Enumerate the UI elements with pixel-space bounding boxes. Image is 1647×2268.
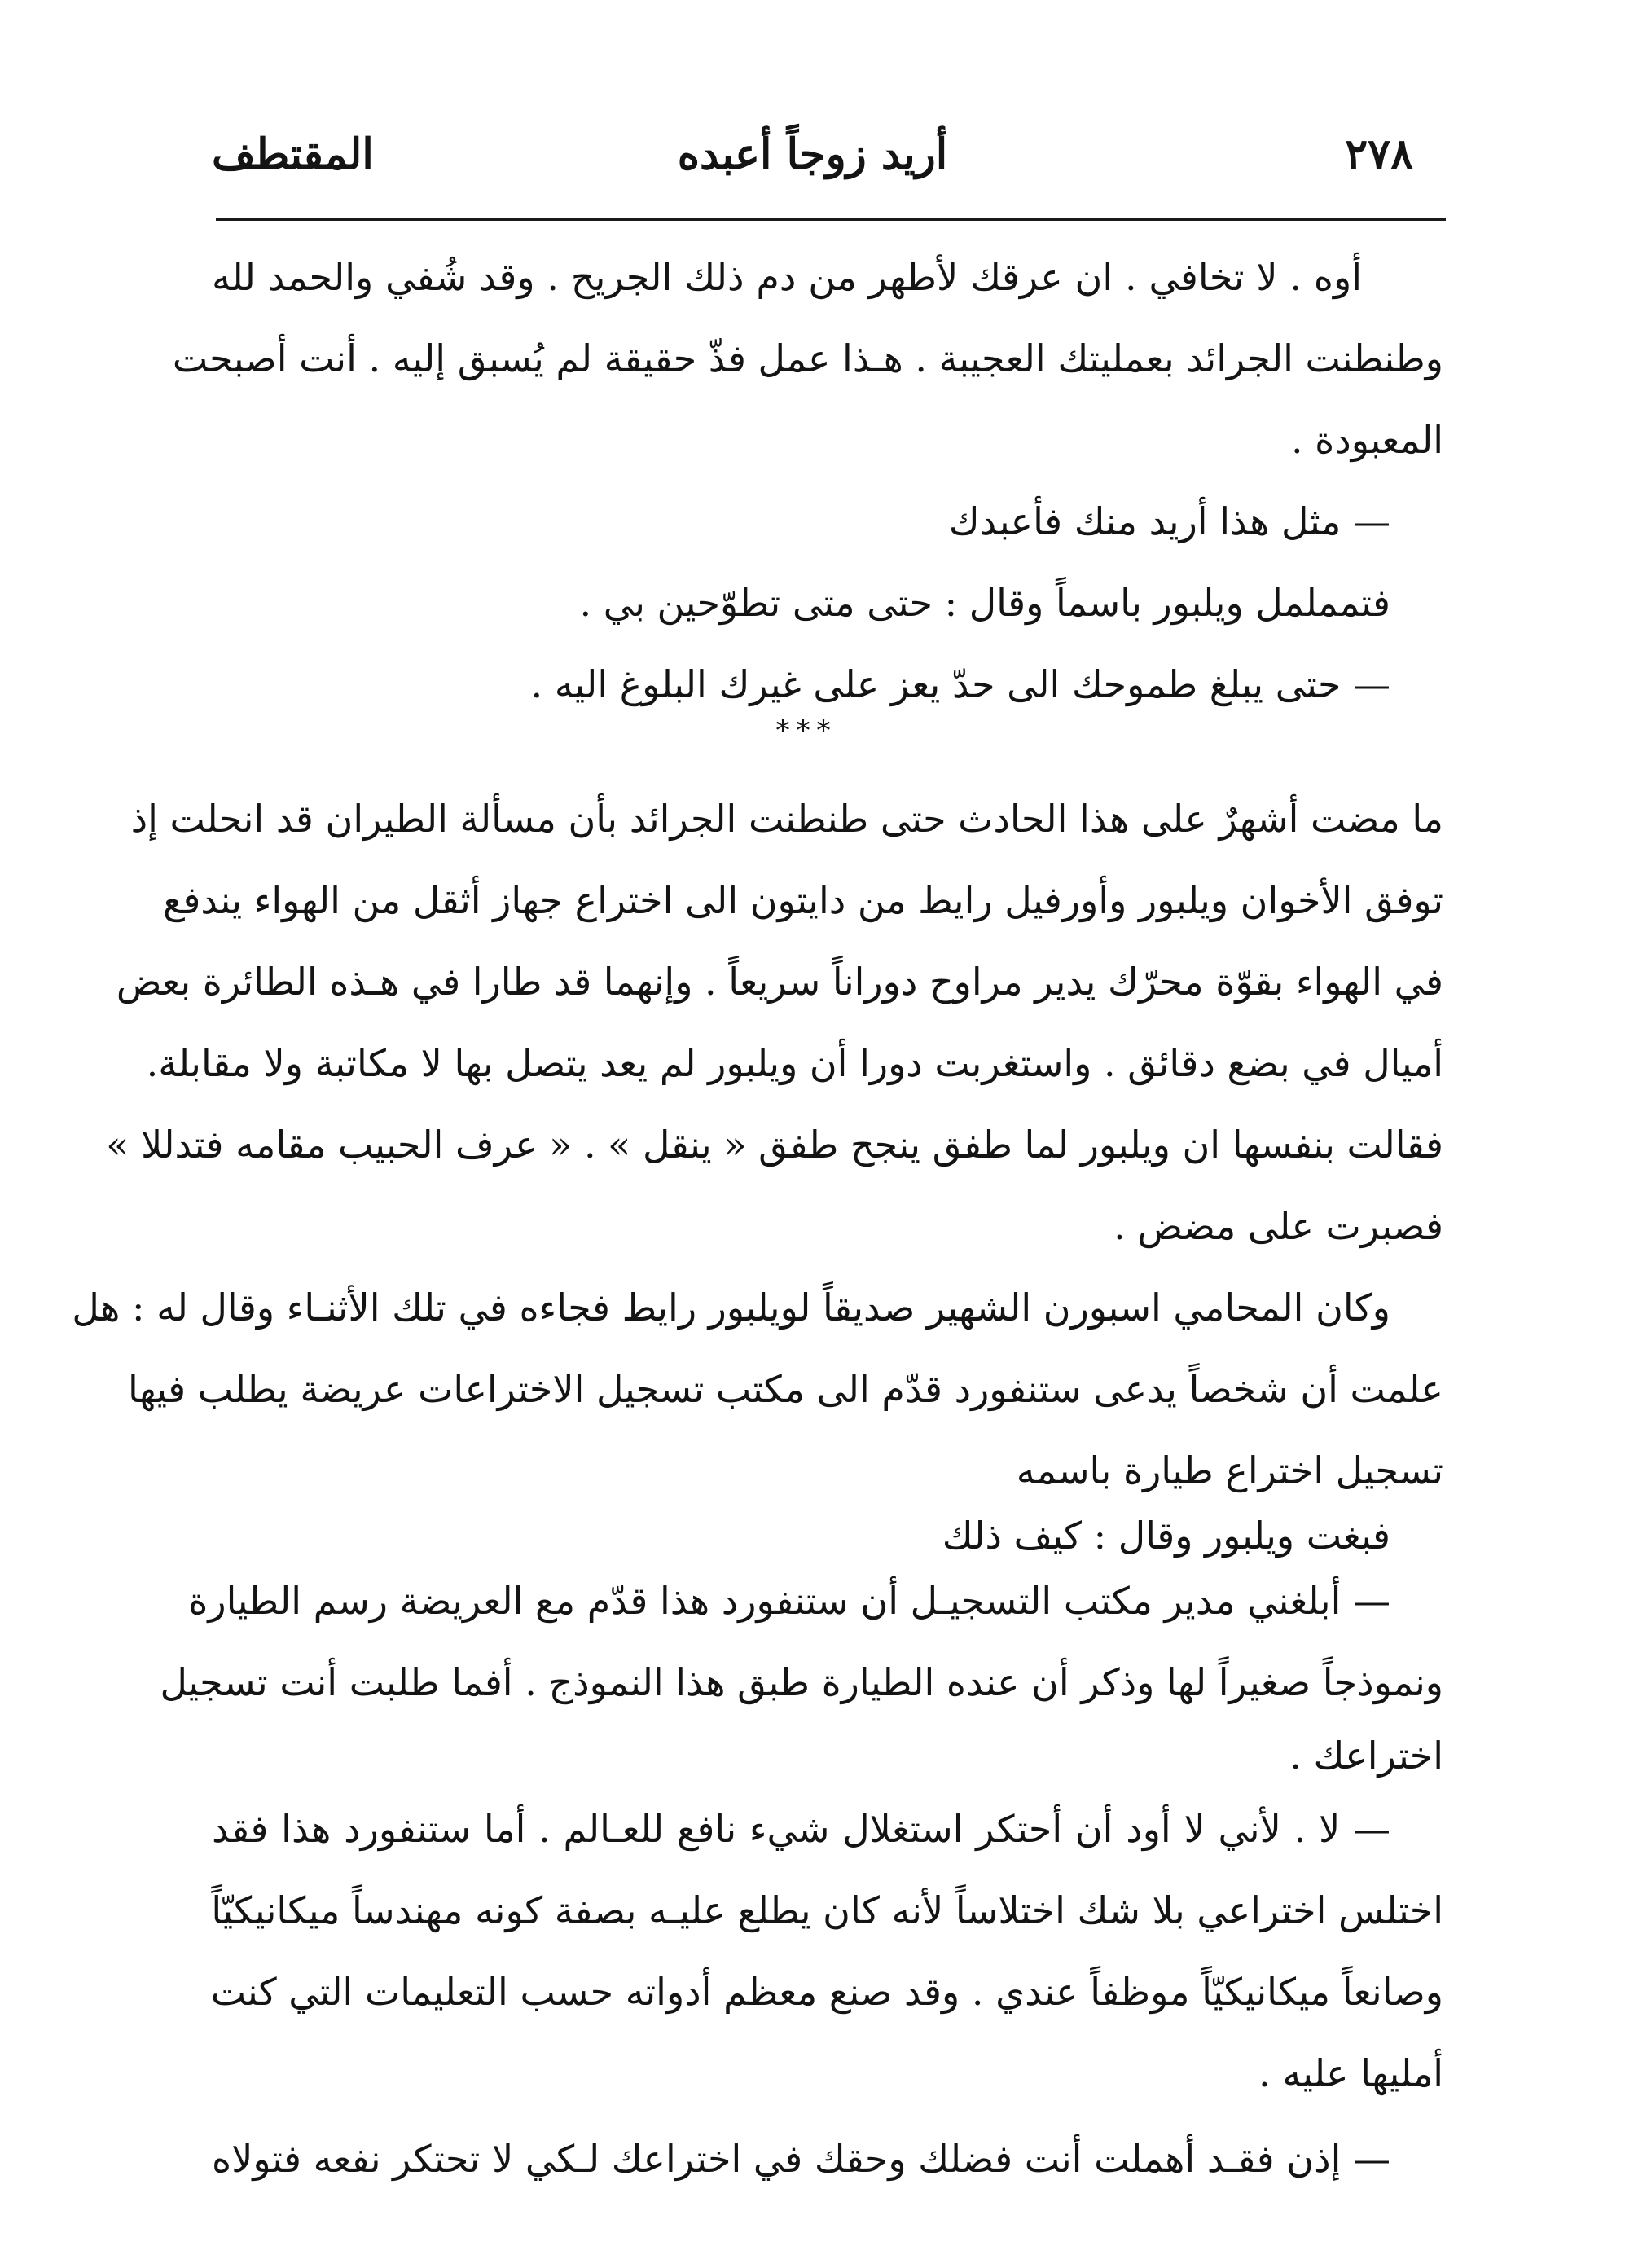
text-line: تسجيل اختراع طيارة باسمه	[1016, 1448, 1443, 1492]
text-line: فصبرت على مضض .	[1113, 1204, 1443, 1248]
running-header	[212, 114, 1413, 196]
running-title: أريد زوجاً أعبده	[677, 130, 948, 179]
text-line: ونموذجاً صغيراً لها وذكر أن عنده الطيارة طبق هذا النموذج . أفما طلبت أنت تسجيل	[160, 1660, 1443, 1704]
text-line: المعبودة .	[1290, 418, 1443, 462]
text-line: أمليها عليه .	[1258, 2051, 1443, 2095]
page-number: ٢٧٨	[1345, 130, 1413, 179]
text-line: فتمململ ويلبور باسماً وقال : حتى متى تطوّحين بي .	[579, 581, 1390, 625]
text-line: ما مضت أشهرٌ على هذا الحادث حتى طنطنت الجرائد بأن مسألة الطيران قد انحلت إذ	[130, 797, 1443, 841]
text-line: توفق الأخوان ويلبور وأورفيل رايط من دايتون الى اختراع جهاز أثقل من الهواء يندفع	[162, 878, 1443, 922]
journal-name: المقتطف	[212, 130, 374, 179]
text-line: وصانعاً ميكانيكيّاً موظفاً عندي . وقد صنع معظم أدواته حسب التعليمات التي كنت	[210, 1970, 1443, 2014]
text-line: أميال في بضع دقائق . واستغربت دورا أن ويلبور لم يعد يتصل بها لا مكاتبة ولا مقابلة.	[146, 1041, 1443, 1085]
text-line: — لا . لأني لا أود أن أحتكر استغلال شيء نافع للعـالم . أما ستنفورد هذا فقد	[212, 1807, 1390, 1851]
text-line: — أبلغني مدير مكتب التسجيـل أن ستنفورد هذا قدّم مع العريضة رسم الطيارة	[188, 1579, 1390, 1623]
text-line: اختراعك .	[1289, 1734, 1443, 1778]
text-line: — إذن فقـد أهملت أنت فضلك وحقك في اختراعك لـكي لا تحتكر نفعه فتولاه	[212, 2137, 1390, 2181]
header-rule	[216, 218, 1446, 221]
text-line: فبغت ويلبور وقال : كيف ذلك	[942, 1514, 1390, 1558]
text-line: — حتى يبلغ طموحك الى حدّ يعز على غيرك البلوغ اليه .	[530, 662, 1390, 706]
text-line: — مثل هذا أريد منك فأعبدك	[948, 499, 1390, 543]
text-line: وطنطنت الجرائد بعمليتك العجيبة . هـذا عمل فذّ حقيقة لم يُسبق إليه . أنت أصبحت	[172, 336, 1443, 380]
text-line: أوه . لا تخافي . ان عرقك لأطهر من دم ذلك الجريح . وقد شُفي والحمد لله	[212, 255, 1362, 299]
text-line: وكان المحامي اسبورن الشهير صديقاً لويلبور رايط فجاءه في تلك الأثنـاء وقال له : هل	[72, 1286, 1390, 1330]
text-line: اختلس اختراعي بلا شك اختلاساً لأنه كان يطلع عليـه بصفة كونه مهندساً ميكانيكيّاً	[211, 1888, 1443, 1932]
text-line: فقالت بنفسها ان ويلبور لما طفق ينجح طفق « ينقل » . « عرف الحبيب مقامه فتدللا »	[106, 1123, 1443, 1167]
section-separator: ***	[775, 714, 837, 747]
text-line: في الهواء بقوّة محرّك يدير مراوح دوراناً سريعاً . وإنهما قد طارا في هـذه الطائرة بعض	[116, 960, 1443, 1004]
text-line: علمت أن شخصاً يدعى ستنفورد قدّم الى مكتب تسجيل الاختراعات عريضة يطلب فيها	[128, 1367, 1443, 1411]
